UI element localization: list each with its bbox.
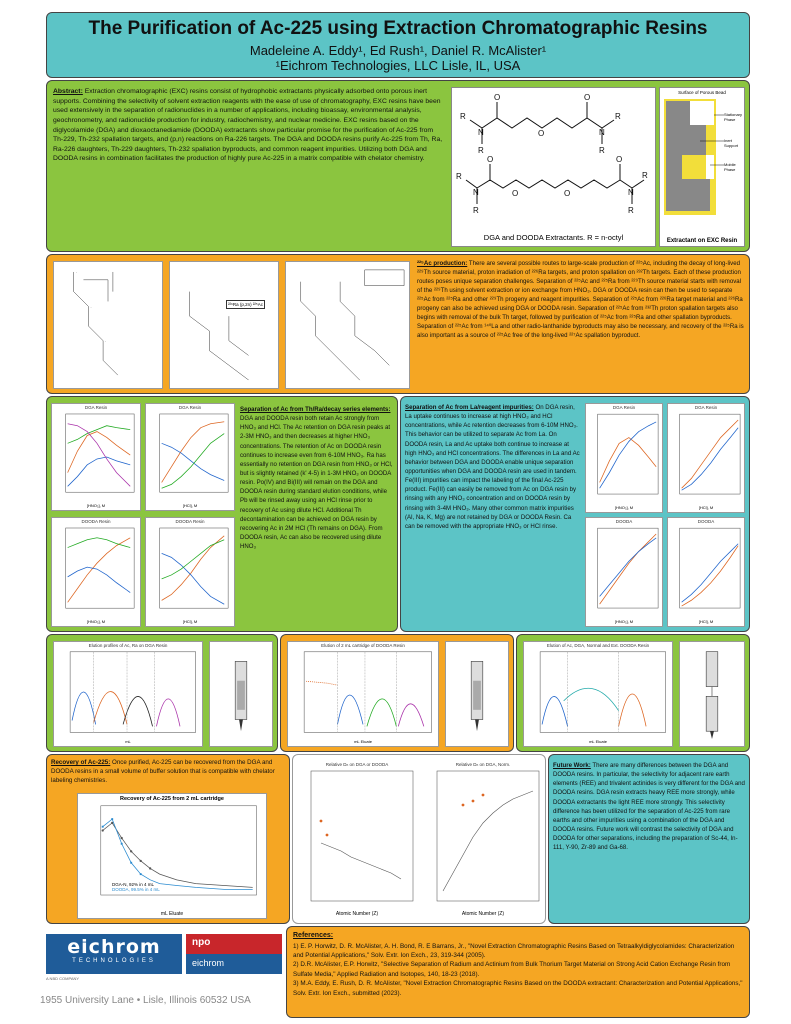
resin-label-support: Inert Support [724,138,739,148]
chart-title: DGA Resin [178,405,202,410]
kprime-plot [146,404,234,510]
decay-chain-diagram [54,262,162,388]
future-work-section [548,754,750,924]
la-chart-dooda-hcl [667,517,745,627]
separation-la-section [400,396,750,632]
svg-text:R: R [615,112,621,121]
selectivity-plot [297,761,417,919]
chart-title: Elution of 2 mL cartridge of DOODA Resin [321,643,405,648]
dga-dooda-structure-icon [452,88,657,228]
npo-logo [186,934,282,974]
legend-item-dga: DGA-N, 92% in 4 mL [112,882,155,887]
elution-panel-dga [46,634,278,752]
chart-xlabel: [HNO₃], M [614,619,634,624]
decay-chain-figure-3 [285,261,410,389]
decay-chain-figure-1 [53,261,163,389]
chart-xlabel: [HNO₃], M [86,503,106,508]
resin-diagram-title: Surface of Porous Bead [678,90,726,95]
chart-title: DGA Resin [612,405,636,410]
selectivity-chart-1 [297,761,417,919]
column-diagram-dooda [445,641,509,747]
th-chart-dga-hno3 [51,403,141,511]
svg-text:R: R [599,146,605,155]
svg-text:N: N [478,128,484,137]
decay-chain-diagram [170,262,278,388]
elution-profile-plot [524,642,672,746]
svg-text:O: O [487,155,494,164]
structure-caption: DGA and DOODA Extractants. R = n-octyl [483,233,624,242]
svg-text:·: · [75,269,77,275]
kprime-plot [668,518,744,626]
kprime-plot [668,404,744,512]
chart-xlabel: [HCl], M [698,619,714,624]
svg-text:O: O [512,189,519,198]
resin-label-mobile: Mobile Phase [724,162,736,172]
kprime-plot [586,518,662,626]
column-cartridge-icon [680,642,744,745]
abstract-heading: Abstract: [53,88,83,95]
svg-text:R: R [456,172,462,181]
elution-profile-plot [54,642,202,746]
svg-text:N: N [628,188,634,197]
la-chart-dga-hno3 [585,403,663,513]
chart-title: DGA Resin [84,405,108,410]
svg-text:·: · [105,338,107,344]
chart-title: Elution of Ac, DGA, Normal and Ext. DOODA Resin [546,643,650,648]
chart-title: DOODA Resin [81,519,111,524]
svg-text:O: O [584,93,591,102]
column-diagram-tandem [679,641,745,747]
chart-xlabel: [HCl], M [182,619,198,624]
recovery-plot [78,802,266,914]
recovery-text: Once purified, Ac-225 can be recovered from the DGA and DOODA resins in a small volume of buffer solution that is compatible with chelator labeling chemistries. [51,759,275,784]
svg-text:O: O [494,93,501,102]
reference-item: 3) M.A. Eddy, E. Rush, D. R. McAlister, "Novel Extraction Chromatographic Resins Based on the DOODA extractant: Characterization and Potential Applications," Solv. Extr. Ion Exch., submitted (2023). [293,980,743,997]
references-block [293,931,745,998]
svg-text:O: O [538,129,545,138]
chart-title: DOODA [697,519,715,524]
svg-text:O: O [616,155,623,164]
selectivity-plot [423,761,543,919]
chart-xlabel: mL [125,739,131,744]
chart-title: DOODA [615,519,633,524]
future-work-heading: Future Work: [553,762,591,769]
separation-th-section [46,396,398,632]
references-heading: References: [293,932,334,939]
separation-th-text-block [240,405,394,551]
kprime-plot [52,518,140,626]
chart-title: DGA Resin [694,405,718,410]
chart-xlabel: Atomic Number (Z) [461,911,505,917]
kprime-plot [586,404,662,512]
elution-panel-tandem [516,634,750,752]
recovery-chart-title: Recovery of Ac-225 from 2 mL cartridge [120,796,224,802]
resin-diagram [659,87,745,247]
svg-text:N: N [473,188,479,197]
chart-xlabel: [HNO₃], M [614,505,634,510]
production-inset-label: ²²⁶Ra (p,2n) ²²⁵Ac [228,302,263,307]
poster-authors: Madeleine A. Eddy¹, Ed Rush¹, Daniel R. McAlister¹ [249,43,547,58]
recovery-legend [112,882,160,892]
poster-affiliation: ¹Eichrom Technologies, LLC Lisle, IL, USA [275,58,521,73]
th-chart-dooda-hno3 [51,517,141,627]
recovery-section [46,754,290,924]
column-diagram-dga [209,641,273,747]
eichrom-logo-sub: TECHNOLOGIES [72,958,156,964]
abstract-text-block [53,87,443,164]
chart-xlabel: Atomic Number (Z) [335,911,379,917]
selectivity-chart-2 [423,761,543,919]
chart-title: Relative Dₙ on DGA, Norm. [455,762,511,767]
npo-logo-top: npo [186,934,282,954]
reference-item: 2) D.R. McAlister, E.P. Horwitz, "Selective Separation of Radium and Actinium from Bulk Thorium Target Material on Strong Acid Cation Exchange Resin from Sulfate Media," Applied Radiation and Isotopes, 140, 18-23 (2018). [293,961,731,978]
elution-chart-dga [53,641,203,747]
th-chart-dga-hcl [145,403,235,511]
production-text-block [417,259,745,340]
chart-title: DOODA Resin [175,519,205,524]
logo-area [46,934,284,994]
production-text: There are several possible routes to large-scale production of ²²⁵Ac, including the decay of long-lived ²²⁹Th source material, proton irradiation of ²²⁶Ra targets, and proton spallation on ²³²Th targets. Each of these production routes poses unique separation challenges. Separation of ²²⁵Ac and ²²⁵Ra from ²²⁹Th source material starts with removal of the ²²⁹Th using solvent extraction or ion exchange from HNO₃. DGA or DOODA resin can then be used to separate ²²⁵Ac from ²²⁵Ra and other ²²⁹Th progeny and reagent impurities. Separation of ²²⁵Ac from ²²⁶Ra target material and ²²⁶Ra progeny can also be achieved using DGA or DOODA resin. Separation of ²²⁵Ac from ²³²Th proton spallation targets also begins with removal of the bulk Th target, followed by purification of ²²⁵Ac from ²²⁵Ra and other spallation byproducts. Separation of ²²⁵Ac from ¹⁴⁰La and other radio-lanthanide byproducts may also be necessary, and recovery of the ²²⁵Ra is also important as a source of ²²⁵Ac free of the long-lived ²²⁷Ac spallation byproduct. [417,260,744,340]
abstract-text: Extraction chromatographic (EXC) resins consist of hydrophobic extractants physically adsorbed onto porous inert supports. Combining the selectivity of solvent extraction reagents with the ease of use of chromatography, EXC resins have been used extensively in the separation of radionuclides in a number of applications, including bioassay, environmental analysis, geochronometry, and radionuclide production for industry, radiochemistry, and nuclear medicine. EXC resins based on the diglycolamide (DGA) and dioxaoctanediamide (DOODA) extractants show particular promise for the purification of Ac-225 from Th-229, Th-232 spallation targets, and (p,n) reactions on Ra-226 targets. The DGA and DOODA resins purify Ac-225 from Th, Ra, Ra-226 daughters, Th-229 daughters, Th-232 spallation byproducts, and common reagent impurities. Utilizing both DGA and DOODA resins in combination facilitates the production of highly pure Ac-225 in a matrix compatible with chelator chemistry. [53,88,443,163]
title-banner [46,12,750,78]
references-section [286,926,750,1018]
reference-item: 1) E. P. Horwitz, D. R. McAlister, A. H. Bond, R. E Barrans, Jr., "Novel Extraction Chromatographic Resins Based on Tetraalkyldiglycolamides: Characterization and Potential Applications," Solv. Extr. Ion Exch., 23, 319-344 (2005). [293,942,735,959]
chart-xlabel: [HCl], M [698,505,714,510]
chart-xlabel: [HNO₃], M [86,619,106,624]
separation-la-text: On DGA resin, La uptake continues to increase at high HNO₃ and HCl concentrations, while Ac retention decreases from 6-10M HNO₃. This behavior can be utilized to separate Ac from La. On DOODA resin, La and Ac uptake both continue to increase at high HNO₃ and HCl concentrations. The differences in La and Ac behavior between DGA and DOODA enable unique separation opportunities when DGA and DOODA resin are used in tandem. Fe(III) impurities can impact the labeling of the final Ac-225 product. Fe(III) can easily be removed from Ac on DGA resin by rinsing with any HNO₃ concentration and on DOODA resin by rinsing with 3-4M HNO₃. Many other common matrix impurities (Al, Na, K, Mg) are not retained by DGA or DOODA Resin. Ca can be removed with the appropriate HNO₃ or HCl rinse. [405,404,580,530]
chart-title: Elution profiles of Ac, Ra on DGA Resin [88,643,168,648]
recovery-text-block [51,759,287,786]
recovery-chart [77,793,267,919]
column-cartridge-icon [446,642,508,745]
eichrom-tagline: A NBD COMPANY [46,976,80,981]
future-work-text-block [553,761,747,852]
th-chart-dooda-hcl [145,517,235,627]
production-heading: ²²⁵Ac production: [417,260,468,267]
resin-caption: Extractant on EXC Resin [666,238,738,244]
svg-text:R: R [473,206,479,215]
extractant-structures [451,87,656,247]
decay-chain-figure-2 [169,261,279,389]
legend-item-dooda: DOODA, 99.5% in 4 mL [112,887,160,892]
kprime-plot [146,518,234,626]
svg-text:R: R [478,146,484,155]
column-cartridge-icon [210,642,272,745]
elution-panel-dooda [280,634,514,752]
la-chart-dga-hcl [667,403,745,513]
kprime-plot [52,404,140,510]
elution-chart-dooda [287,641,439,747]
elution-chart-tandem [523,641,673,747]
svg-text:N: N [599,128,605,137]
eichrom-logo-text: eichrom [67,936,161,958]
separation-la-text-block [405,403,580,531]
chart-xlabel: [HCl], M [182,503,198,508]
svg-text:R: R [642,171,648,180]
abstract-section [46,80,750,252]
elution-profile-plot [288,642,438,746]
production-section [46,254,750,394]
selectivity-charts-section [292,754,546,924]
separation-th-text: DGA and DOODA resin both retain Ac strongly from HNO₃ and HCl. The Ac retention on DGA resin peaks at 2-3M HNO₃ and then decreases at higher HNO₃ concentrations. The retention of Ac on DOODA resin continues to increase even from 6-10M HNO₃. Ra has essentially no retention on DGA resin from HNO₃ or HCl, but is slightly retained (k' 4-5) in 1-3M HNO₃ on DOODA resin. Po(IV) and Bi(III) will remain on the DGA and DOODA resin during standard elution conditions, while Pb will be rinsed away using an HCl rinse prior to recovery of Ac using dilute HCl. Additional Th decontamination can be achieved on DGA resin by recovering Ac in 2M HCl (Th remains on DGA). From DOODA resin, Ac can also be recovered using dilute HNO₃ [240,415,393,551]
separation-th-heading: Separation of Ac from Th/Ra/decay series elements: [240,406,391,413]
recovery-chart-xlabel: mL Eluate [160,911,184,917]
footer-address: 1955 University Lane • Lisle, Illinois 60532 USA [40,995,251,1006]
separation-la-heading: Separation of Ac from La/reagent impurities: [405,404,534,411]
svg-text:·: · [90,304,92,310]
svg-text:R: R [460,112,466,121]
svg-text:O: O [564,189,571,198]
chart-xlabel: mL Eluate [354,739,372,744]
svg-text:R: R [628,206,634,215]
chart-title: Relative Dₙ on DGA or DOODA [325,762,389,767]
future-work-text: There are many differences between the DGA and DOODA resins. In particular, the selectivity for adjacent rare earth elements (REE) and trivalent actinides is very different for the DGA and DOODA resins. DGA resin extracts heavy REE more strongly, while DOODA extractants the light REE more strongly. This selectivity difference has been utilized for the separation of Ac-225 from rare earths and other impurities using a combination of the DGA and DOODA resins. Future work will contrast the selectivity of DGA and DOODA for other separations, including the preparation of Sc-44, In-111, Y-90, Zr-89 and Ga-68. [553,762,745,852]
resin-label-stationary: Stationary Phase [724,112,743,122]
npo-logo-bottom: eichrom [186,954,282,974]
recovery-heading: Recovery of Ac-225: [51,759,111,766]
poster-title: The Purification of Ac-225 using Extraction Chromatographic Resins [88,18,708,39]
la-chart-dooda-hno3 [585,517,663,627]
decay-chain-diagram [286,262,409,388]
eichrom-logo [46,934,182,974]
chart-xlabel: mL Eluate [589,739,607,744]
